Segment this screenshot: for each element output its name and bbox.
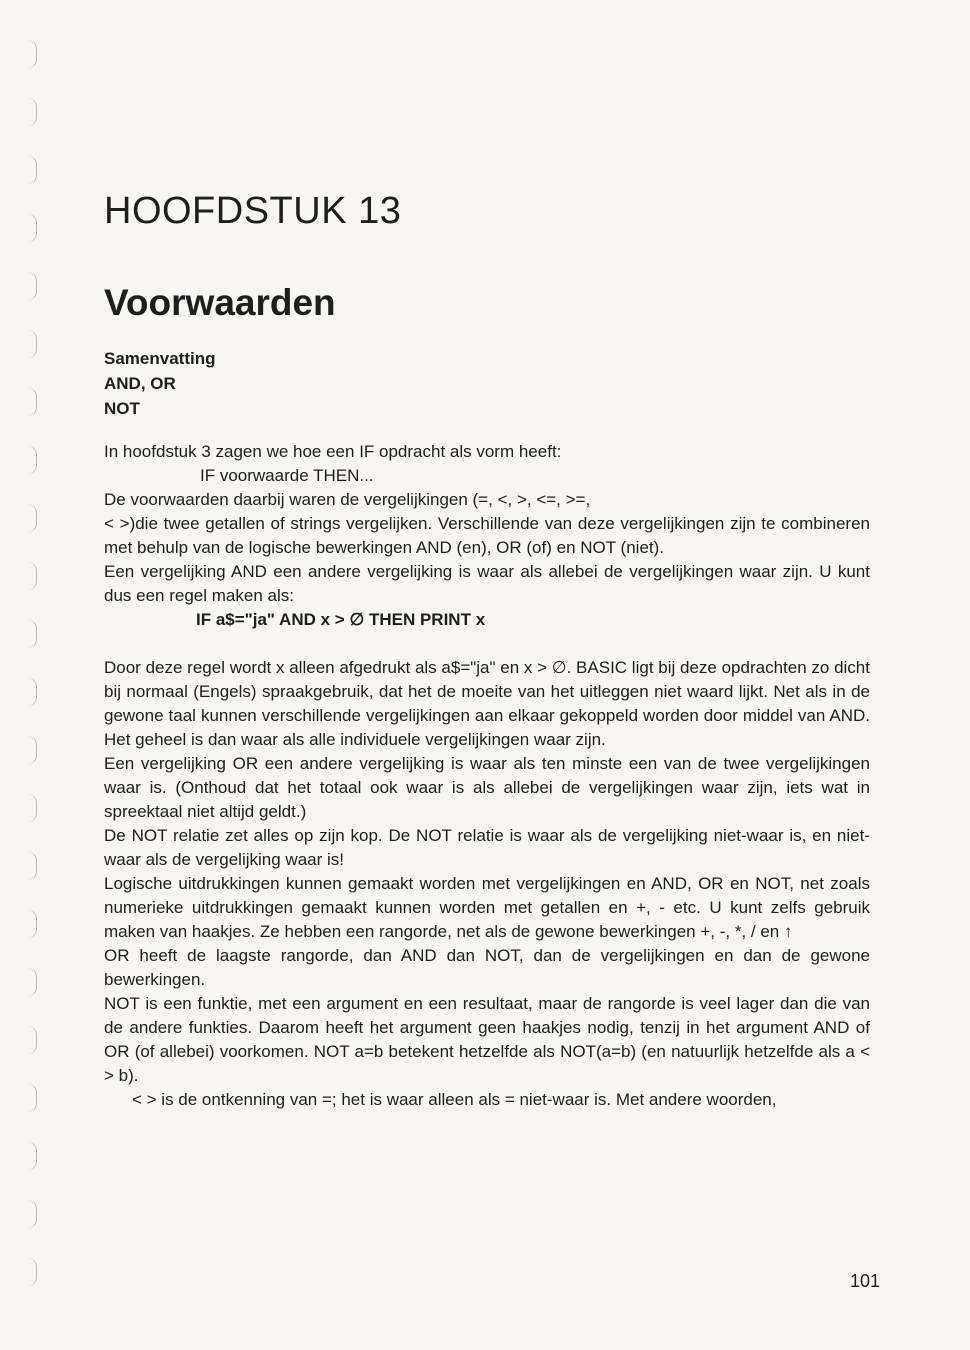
paragraph: Door deze regel wordt x alleen afgedrukt als a$="ja" en x > ∅. BASIC ligt bij deze opdrachten zo dicht bij normaal (Engels) spraakgebruik, dat het de moeite van het uitleggen niet waard lijkt. Net als in de gewone taal kunnen verschillende vergelijkingen aan elkaar gekoppeld worden door middel van AND. Het geheel is dan waar als alle individuele vergelijkingen waar zijn. — [104, 658, 870, 749]
paragraph: Logische uitdrukkingen kunnen gemaakt worden met vergelijkingen en AND, OR en NOT, net zoals numerieke uitdrukkingen gemaakt kunnen worden met getallen en +, - etc. U kunt zelfs gebruik maken van haakjes. Ze hebben een rangorde, net als de gewone bewerkingen +, -, *, / en ↑ — [104, 874, 870, 941]
summary-block — [104, 346, 215, 421]
summary-label: Samenvatting — [104, 349, 216, 368]
chapter-title: Voorwaarden — [104, 282, 336, 323]
paragraph: De voorwaarden daarbij waren de vergelijkingen (=, <, >, <=, >=, — [104, 490, 591, 509]
binding-holes — [28, 40, 42, 1320]
paragraph: Een vergelijking OR een andere vergelijking is waar als ten minste een van de twee vergelijkingen waar is. (Onthoud dat het totaal ook waar is als allebei de vergelijkingen waar zijn, iets wat in spreektaal niet altijd geldt.) — [104, 754, 870, 821]
code-line: IF a$="ja" AND x > ∅ THEN PRINT x — [196, 610, 486, 629]
paragraph: OR heeft de laagste rangorde, dan AND dan NOT, dan de vergelijkingen en dan de gewone bewerkingen. — [104, 946, 870, 989]
summary-item: AND, OR — [104, 374, 176, 393]
summary-item: NOT — [104, 399, 140, 418]
code-line: IF voorwaarde THEN... — [200, 466, 374, 485]
page-number: 101 — [849, 1271, 880, 1291]
chapter-heading: HOOFDSTUK 13 — [104, 190, 402, 232]
paragraph: Een vergelijking AND een andere vergelijking is waar als allebei de vergelijkingen waar zijn. U kunt dus een regel maken als: — [104, 562, 870, 605]
paragraph: < >)die twee getallen of strings vergelijken. Verschillende van deze vergelijkingen zijn te combineren met behulp van de logische bewerkingen AND (en), OR (of) en NOT (niet). — [104, 514, 870, 557]
body-text — [104, 440, 870, 1112]
paragraph: < > is de ontkenning van =; het is waar alleen als = niet-waar is. Met andere woorden, — [132, 1090, 777, 1109]
paragraph: NOT is een funktie, met een argument en een resultaat, maar de rangorde is veel lager dan die van de andere funkties. Daarom heeft het argument geen haakjes nodig, tenzij in het argument AND of OR (of allebei) voorkomen. NOT a=b betekent hetzelfde als NOT(a=b) (en natuurlijk hetzelfde als a < > b). — [104, 994, 870, 1085]
paragraph: De NOT relatie zet alles op zijn kop. De NOT relatie is waar als de vergelijking niet-waar is, en niet-waar als de vergelijking waar is! — [104, 826, 870, 869]
paragraph: In hoofdstuk 3 zagen we hoe een IF opdracht als vorm heeft: — [104, 442, 562, 461]
